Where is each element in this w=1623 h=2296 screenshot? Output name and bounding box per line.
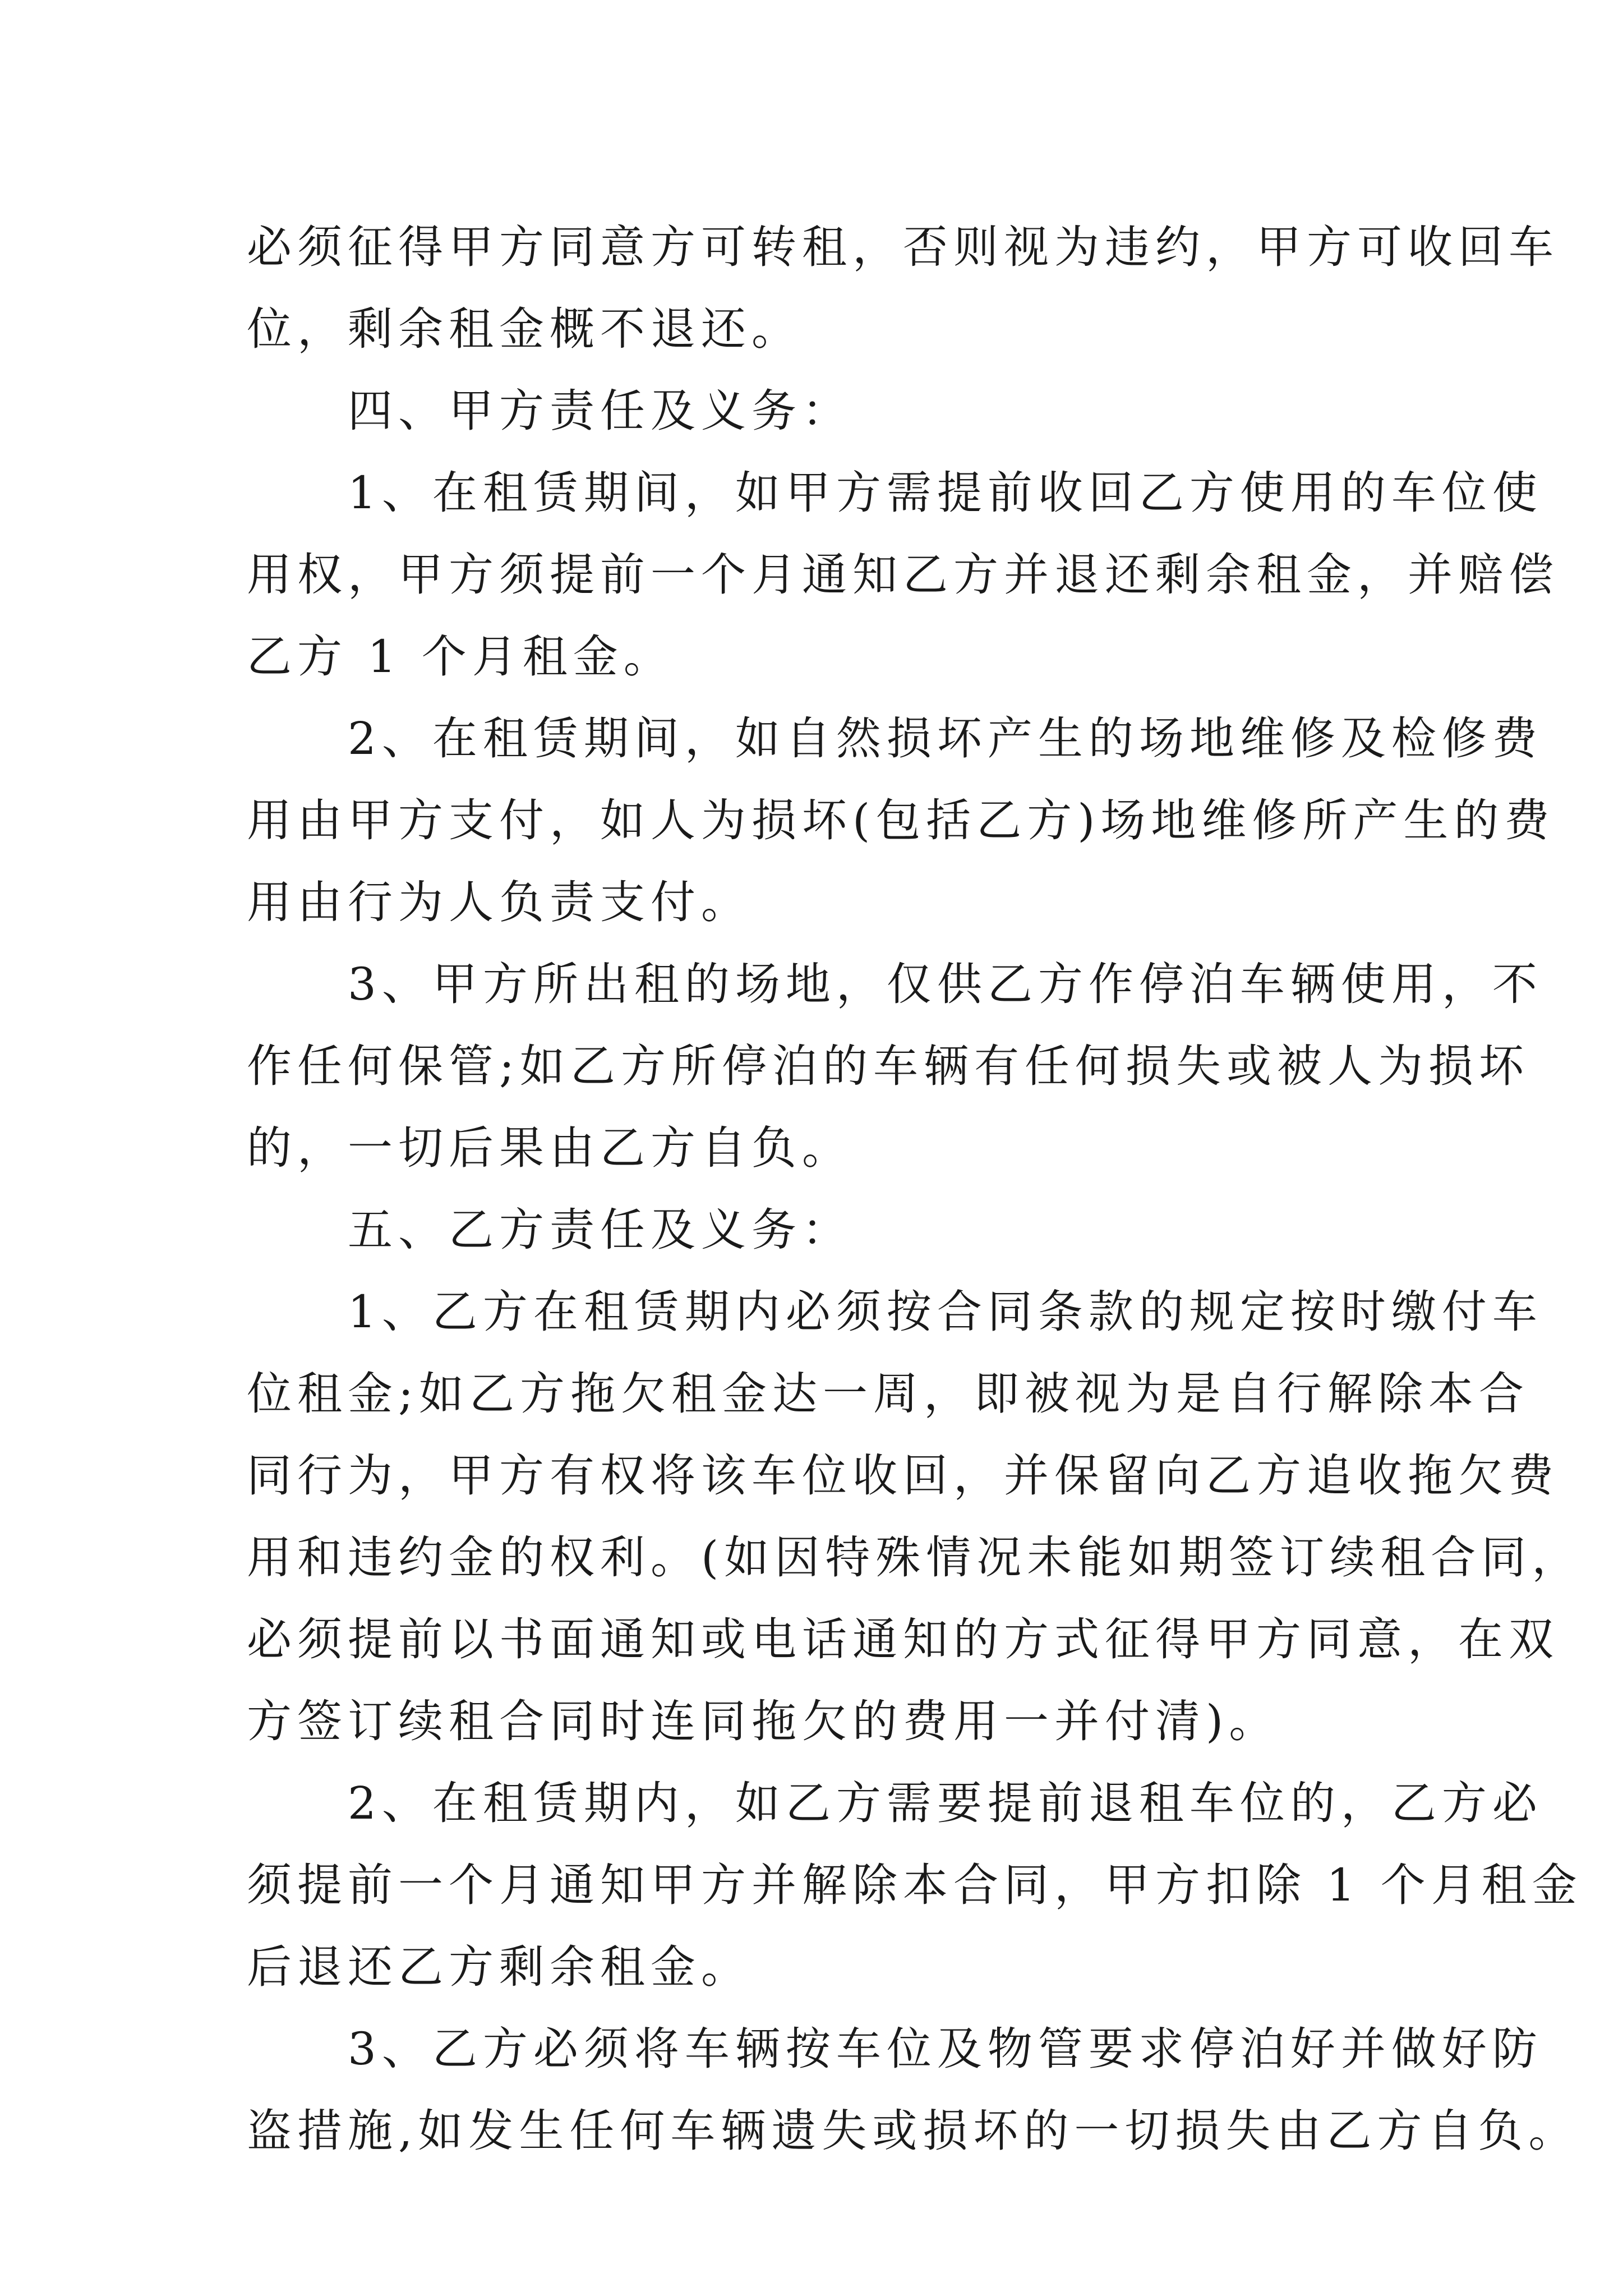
text-line-11: 作任何保管;如乙方所停泊的车辆有任何损失或被人为损坏 — [247, 1040, 1529, 1092]
text-line-9: 用由行为人负责支付。 — [247, 876, 751, 928]
text-line-12: 的，一切后果由乙方自负。 — [247, 1122, 852, 1174]
text-line-10: 3、甲方所出租的场地，仅供乙方作停泊车辆使用，不 — [348, 958, 1543, 1010]
text-line-8: 用由甲方支付，如人为损坏(包括乙方)场地维修所产生的费 — [247, 794, 1555, 846]
document-body — [247, 206, 1583, 2172]
text-line-20: 2、在租赁期内，如乙方需要提前退租车位的，乙方必 — [348, 1777, 1543, 1829]
section-heading-5: 五、乙方责任及义务： — [348, 1204, 852, 1256]
text-line-22: 后退还乙方剩余租金。 — [247, 1941, 751, 1993]
text-line-6: 乙方 1 个月租金。 — [247, 631, 674, 683]
text-line-2: 位，剩余租金概不退还。 — [247, 303, 802, 355]
text-line-17: 用和违约金的权利。(如因特殊情况未能如期签订续租合同， — [247, 1531, 1583, 1584]
text-line-16: 同行为，甲方有权将该车位收回，并保留向乙方追收拖欠费 — [247, 1450, 1559, 1502]
text-line-4: 1、在租赁期间，如甲方需提前收回乙方使用的车位使 — [348, 467, 1543, 519]
text-line-19: 方签订续租合同时连同拖欠的费用一并付清)。 — [247, 1695, 1280, 1747]
text-line-5: 用权，甲方须提前一个月通知乙方并退还剩余租金，并赔偿 — [247, 549, 1559, 601]
text-line-15: 位租金;如乙方拖欠租金达一周，即被视为是自行解除本合 — [247, 1368, 1529, 1420]
text-line-1: 必须征得甲方同意方可转租，否则视为违约，甲方可收回车 — [247, 221, 1559, 273]
text-line-21: 须提前一个月通知甲方并解除本合同，甲方扣除 1 个月租金 — [247, 1859, 1583, 1911]
text-line-23: 3、乙方必须将车辆按车位及物管要求停泊好并做好防 — [348, 2023, 1543, 2075]
text-line-7: 2、在租赁期间，如自然损坏产生的场地维修及检修费 — [348, 712, 1543, 765]
text-line-18: 必须提前以书面通知或电话通知的方式征得甲方同意，在双 — [247, 1613, 1559, 1665]
section-heading-4: 四、甲方责任及义务： — [348, 385, 852, 437]
text-line-14: 1、乙方在租赁期内必须按合同条款的规定按时缴付车 — [348, 1286, 1543, 1338]
text-line-24: 盗措施,如发生任何车辆遗失或损坏的一切损失由乙方自负。 — [247, 2105, 1579, 2157]
